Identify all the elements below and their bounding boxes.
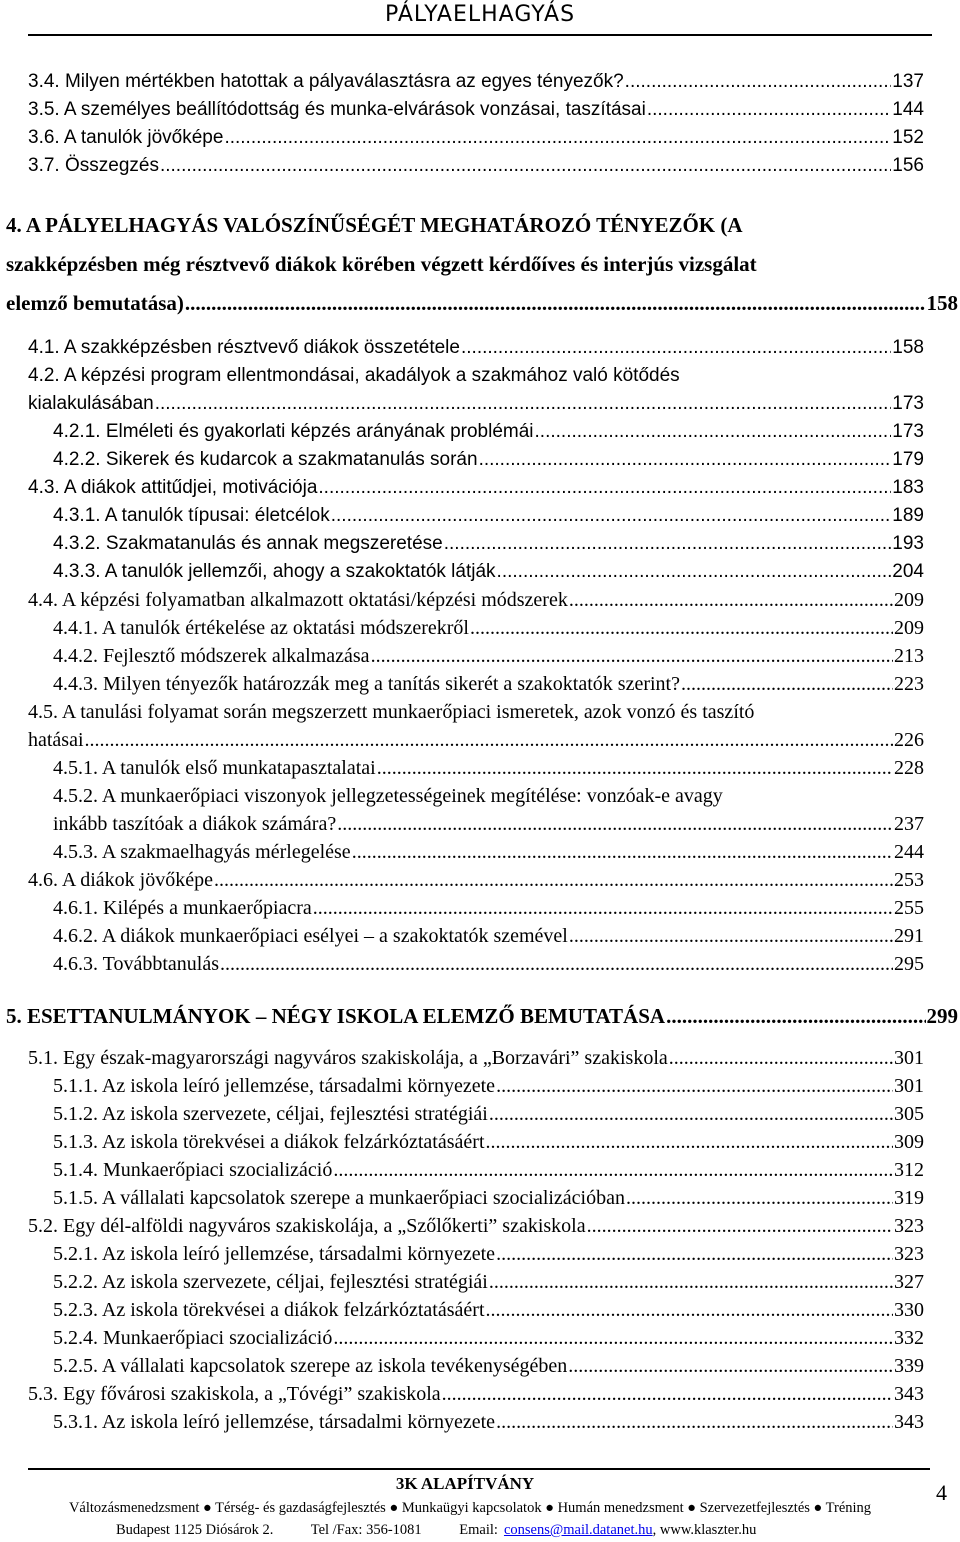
- toc-chapter-entry[interactable]: [6, 1004, 958, 1028]
- toc-page-number: 158: [926, 291, 958, 315]
- toc-entry[interactable]: [28, 1382, 924, 1406]
- toc-leader-dots: [569, 924, 893, 948]
- toc-leader-dots: [461, 336, 891, 360]
- toc-page-number: 343: [894, 1411, 924, 1433]
- toc-entry[interactable]: [53, 1186, 924, 1210]
- toc-entry[interactable]: [28, 1046, 924, 1070]
- toc-leader-dots: [442, 1382, 893, 1406]
- toc-leader-dots: [331, 504, 892, 528]
- toc-entry[interactable]: [53, 1102, 924, 1126]
- toc-page-number: 179: [892, 449, 924, 470]
- toc-page-number: 301: [894, 1075, 924, 1097]
- toc-entry[interactable]: [53, 952, 924, 976]
- toc-entry-title: 5.3. Egy fővárosi szakiskola, a „Tóvégi” szakiskola: [28, 1383, 441, 1405]
- footer-address: Budapest 1125 Diósárok 2.: [116, 1522, 274, 1538]
- toc-entry-title: 4.4.1. A tanulók értékelése az oktatási módszerekről: [53, 617, 469, 639]
- toc-entry[interactable]: [53, 756, 924, 780]
- toc-page-number: 193: [892, 533, 924, 554]
- toc-entry-title: 5.2.2. Az iskola szervezete, céljai, fejlesztési stratégiái: [53, 1271, 488, 1293]
- toc-leader-dots: [489, 1270, 893, 1294]
- toc-leader-dots: [625, 70, 892, 94]
- toc-page-number: 299: [926, 1004, 958, 1028]
- page-header-title: PÁLYAELHAGYÁS: [384, 2, 576, 27]
- toc-leader-dots: [444, 532, 892, 556]
- toc-entry-title: 5. ESETTANULMÁNYOK – NÉGY ISKOLA ELEMZŐ BEMUTATÁSA: [6, 1004, 666, 1028]
- toc-leader-dots: [318, 476, 891, 500]
- toc-entry[interactable]: [28, 126, 924, 150]
- toc-entry-title-line-1[interactable]: 4.2. A képzési program ellentmondásai, akadályok a szakmához való kötődés: [28, 365, 680, 386]
- toc-entry[interactable]: [28, 868, 924, 892]
- toc-page-number: 332: [894, 1327, 924, 1349]
- toc-leader-dots: [647, 98, 891, 122]
- toc-page-number: 173: [892, 421, 924, 442]
- toc-leader-dots: [224, 126, 891, 150]
- toc-leader-dots: [337, 812, 893, 836]
- toc-leader-dots: [479, 448, 892, 472]
- toc-entry-title: 3.4. Milyen mértékben hatottak a pályaválasztásra az egyes tényezők?: [28, 71, 624, 92]
- toc-leader-dots: [155, 392, 892, 416]
- toc-entry-title: 4.4.2. Fejlesztő módszerek alkalmazása: [53, 645, 370, 667]
- toc-leader-dots: [569, 588, 893, 612]
- toc-entry[interactable]: [28, 154, 924, 178]
- toc-entry[interactable]: [28, 476, 924, 500]
- toc-page-number: 144: [892, 99, 924, 120]
- toc-entry-title: 3.5. A személyes beállítódottság és munka-elvárások vonzásai, taszításai: [28, 99, 646, 120]
- footer-services-list: Változásmenedzsment ● Térség- és gazdaságfejlesztés ● Munkaügyi kapcsolatok ● Humán menedzsment ● Szervezetfejlesztés ● Tréning: [68, 1500, 872, 1516]
- toc-page-number: 323: [894, 1215, 924, 1237]
- toc-leader-dots: [681, 672, 893, 696]
- toc-leader-dots: [489, 1102, 893, 1126]
- toc-page-number: 189: [892, 505, 924, 526]
- toc-leader-dots: [496, 1410, 893, 1434]
- toc-entry-title: 5.1.5. A vállalati kapcsolatok szerepe a munkaerőpiaci szocializációban: [53, 1187, 625, 1209]
- header-rule: [28, 34, 932, 36]
- toc-leader-dots: [333, 1326, 893, 1350]
- footer-contact-line: [116, 1522, 756, 1539]
- toc-leader-dots: [185, 291, 926, 315]
- toc-entry[interactable]: [28, 392, 924, 416]
- toc-entry-title: 3.7. Összegzés: [28, 155, 159, 176]
- toc-entry[interactable]: [28, 1214, 924, 1238]
- toc-entry[interactable]: [53, 812, 924, 836]
- page-number: 4: [936, 1480, 947, 1505]
- toc-page-number: 244: [894, 841, 924, 863]
- toc-entry[interactable]: [53, 1326, 924, 1350]
- toc-entry[interactable]: [53, 840, 924, 864]
- toc-leader-dots: [626, 1186, 893, 1210]
- toc-leader-dots: [669, 1046, 893, 1070]
- toc-entry-title: 4.6.2. A diákok munkaerőpiaci esélyei – a szakoktatók szemével: [53, 925, 568, 947]
- toc-entry-title: 5.2.3. Az iskola törekvései a diákok felzárkóztatásáért: [53, 1299, 485, 1321]
- toc-entry-title: 4.3.1. A tanulók típusai: életcélok: [53, 505, 330, 526]
- toc-entry-title: 5.2. Egy dél-alföldi nagyváros szakiskolája, a „Szőlőkerti” szakiskola: [28, 1215, 586, 1237]
- toc-entry[interactable]: [53, 1410, 924, 1434]
- toc-entry-title: 3.6. A tanulók jövőképe: [28, 127, 224, 148]
- toc-page-number: 339: [894, 1355, 924, 1377]
- toc-leader-dots: [486, 1130, 894, 1154]
- toc-entry-title: 5.1.3. Az iskola törekvései a diákok felzárkóztatásáért: [53, 1131, 485, 1153]
- toc-page-number: 309: [894, 1131, 924, 1153]
- toc-entry[interactable]: [53, 420, 924, 444]
- toc-entry[interactable]: [53, 1130, 924, 1154]
- toc-entry[interactable]: [53, 896, 924, 920]
- toc-page-number: 291: [894, 925, 924, 947]
- toc-leader-dots: [470, 616, 893, 640]
- toc-entry[interactable]: [53, 1354, 924, 1378]
- toc-entry[interactable]: [53, 560, 924, 584]
- toc-entry-title: 5.1.4. Munkaerőpiaci szocializáció: [53, 1159, 333, 1181]
- toc-page-number: 223: [894, 673, 924, 695]
- toc-leader-dots: [568, 1354, 893, 1378]
- toc-leader-dots: [333, 1158, 893, 1182]
- toc-entry[interactable]: [53, 672, 924, 696]
- toc-entry-title: 5.1.1. Az iskola leíró jellemzése, társadalmi környezete: [53, 1075, 496, 1097]
- toc-page-number: 204: [892, 561, 924, 582]
- toc-page-number: 137: [892, 71, 924, 92]
- toc-leader-dots: [160, 154, 891, 178]
- toc-entry[interactable]: [28, 588, 924, 612]
- toc-entry-title: 5.3.1. Az iskola leíró jellemzése, társadalmi környezete: [53, 1411, 496, 1433]
- toc-leader-dots: [220, 952, 893, 976]
- toc-page-number: 152: [892, 127, 924, 148]
- toc-entry-title: 4.1. A szakképzésben résztvevő diákok összetétele: [28, 337, 460, 358]
- toc-entry-title: kialakulásában: [28, 393, 154, 414]
- footer-rule: [28, 1468, 930, 1470]
- toc-entry-title: 5.2.5. A vállalati kapcsolatok szerepe az iskola tevékenységében: [53, 1355, 568, 1377]
- toc-page-number: 237: [894, 813, 924, 835]
- toc-entry[interactable]: [28, 70, 924, 94]
- toc-leader-dots: [666, 1004, 925, 1028]
- toc-entry[interactable]: [53, 1074, 924, 1098]
- toc-page-number: 312: [894, 1159, 924, 1181]
- toc-entry-title: 4.2.2. Sikerek és kudarcok a szakmatanulás során: [53, 449, 478, 470]
- toc-entry[interactable]: [53, 1158, 924, 1182]
- toc-leader-dots: [497, 560, 892, 584]
- toc-entry-title: 4.2.1. Elméleti és gyakorlati képzés arányának problémái: [53, 421, 534, 442]
- toc-leader-dots: [377, 756, 893, 780]
- toc-entry-title-line-1[interactable]: 4.5. A tanulási folyamat során megszerzett munkaerőpiaci ismeretek, azok vonzó és taszító: [28, 701, 755, 723]
- toc-page-number: 323: [894, 1243, 924, 1265]
- toc-leader-dots: [486, 1298, 894, 1322]
- toc-page-number: 156: [892, 155, 924, 176]
- toc-page-number: 343: [894, 1383, 924, 1405]
- toc-chapter-entry[interactable]: [6, 291, 958, 315]
- toc-page-number: 255: [894, 897, 924, 919]
- toc-entry-title: inkább taszítóak a diákok számára?: [53, 813, 337, 835]
- toc-page-number: 301: [894, 1047, 924, 1069]
- toc-entry-title: 4.3.3. A tanulók jellemzői, ahogy a szakoktatók látják: [53, 561, 496, 582]
- toc-page-number: 253: [894, 869, 924, 891]
- toc-chapter-title-line-2[interactable]: szakképzésben még résztvevő diákok körében végzett kérdőíves és interjús vizsgálat: [6, 252, 757, 276]
- toc-entry-title: 4.5.3. A szakmaelhagyás mérlegelése: [53, 841, 351, 863]
- toc-entry[interactable]: [53, 504, 924, 528]
- toc-entry-title: 5.1.2. Az iskola szervezete, céljai, fejlesztési stratégiái: [53, 1103, 488, 1125]
- toc-entry[interactable]: [28, 98, 924, 122]
- toc-page-number: 228: [894, 757, 924, 779]
- toc-entry[interactable]: [53, 616, 924, 640]
- toc-page-number: 295: [894, 953, 924, 975]
- toc-page-number: 209: [894, 617, 924, 639]
- toc-entry-title: 5.1. Egy észak-magyarországi nagyváros szakiskolája, a „Borzavári” szakiskola: [28, 1047, 668, 1069]
- toc-entry[interactable]: [53, 924, 924, 948]
- toc-page-number: 158: [892, 337, 924, 358]
- toc-entry[interactable]: [28, 728, 924, 752]
- toc-entry-title: 4.3. A diákok attitűdjei, motivációja: [28, 477, 318, 498]
- toc-page-number: 173: [892, 393, 924, 414]
- toc-leader-dots: [496, 1242, 893, 1266]
- toc-page-number: 305: [894, 1103, 924, 1125]
- toc-entry-title: elemző bemutatása): [6, 291, 184, 315]
- toc-page-number: 226: [894, 729, 924, 751]
- toc-entry[interactable]: [53, 532, 924, 556]
- toc-entry-title: 4.4.3. Milyen tényezők határozzák meg a tanítás sikerét a szakoktatók szerint?: [53, 673, 680, 695]
- toc-leader-dots: [496, 1074, 893, 1098]
- toc-entry-title: 4.5.1. A tanulók első munkatapasztalatai: [53, 757, 376, 779]
- toc-entry[interactable]: [53, 644, 924, 668]
- toc-entry[interactable]: [53, 1270, 924, 1294]
- toc-entry[interactable]: [53, 1242, 924, 1266]
- toc-entry[interactable]: [53, 1298, 924, 1322]
- footer-email-link[interactable]: consens@mail.datanet.hu: [503, 1522, 653, 1538]
- toc-page-number: 319: [894, 1187, 924, 1209]
- toc-entry-title: 4.4. A képzési folyamatban alkalmazott oktatási/képzési módszerek: [28, 589, 568, 611]
- footer-phone: Tel /Fax: 356-1081: [310, 1522, 422, 1538]
- toc-leader-dots: [535, 420, 892, 444]
- toc-leader-dots: [587, 1214, 893, 1238]
- toc-entry-title: 4.3.2. Szakmatanulás és annak megszeretése: [53, 533, 443, 554]
- toc-leader-dots: [371, 644, 893, 668]
- toc-entry-title: 4.6. A diákok jövőképe: [28, 869, 213, 891]
- footer-email-label: Email:: [459, 1522, 498, 1538]
- toc-entry-title: 5.2.4. Munkaerőpiaci szocializáció: [53, 1327, 333, 1349]
- toc-leader-dots: [85, 728, 893, 752]
- toc-entry-title: 5.2.1. Az iskola leíró jellemzése, társadalmi környezete: [53, 1243, 496, 1265]
- toc-page-number: 209: [894, 589, 924, 611]
- toc-entry-title: 4.6.3. Továbbtanulás: [53, 953, 219, 975]
- toc-entry[interactable]: [53, 448, 924, 472]
- toc-leader-dots: [313, 896, 893, 920]
- toc-page-number: 327: [894, 1271, 924, 1293]
- toc-entry-title: 4.6.1. Kilépés a munkaerőpiacra: [53, 897, 312, 919]
- footer-organization-name: 3K ALAPÍTVÁNY: [395, 1474, 535, 1493]
- toc-leader-dots: [352, 840, 893, 864]
- footer-website[interactable]: , www.klaszter.hu: [652, 1522, 757, 1538]
- toc-entry-title-line-1[interactable]: 4.5.2. A munkaerőpiaci viszonyok jellegzetességeinek megítélése: vonzóak-e avagy: [53, 785, 723, 807]
- toc-page-number: 213: [894, 645, 924, 667]
- toc-entry[interactable]: [28, 336, 924, 360]
- toc-entry-title: hatásai: [28, 729, 84, 751]
- toc-page-number: 330: [894, 1299, 924, 1321]
- toc-chapter-title-line-1[interactable]: 4. A PÁLYELHAGYÁS VALÓSZÍNŰSÉGÉT MEGHATÁROZÓ TÉNYEZŐK (A: [6, 213, 743, 237]
- toc-leader-dots: [214, 868, 893, 892]
- toc-page-number: 183: [892, 477, 924, 498]
